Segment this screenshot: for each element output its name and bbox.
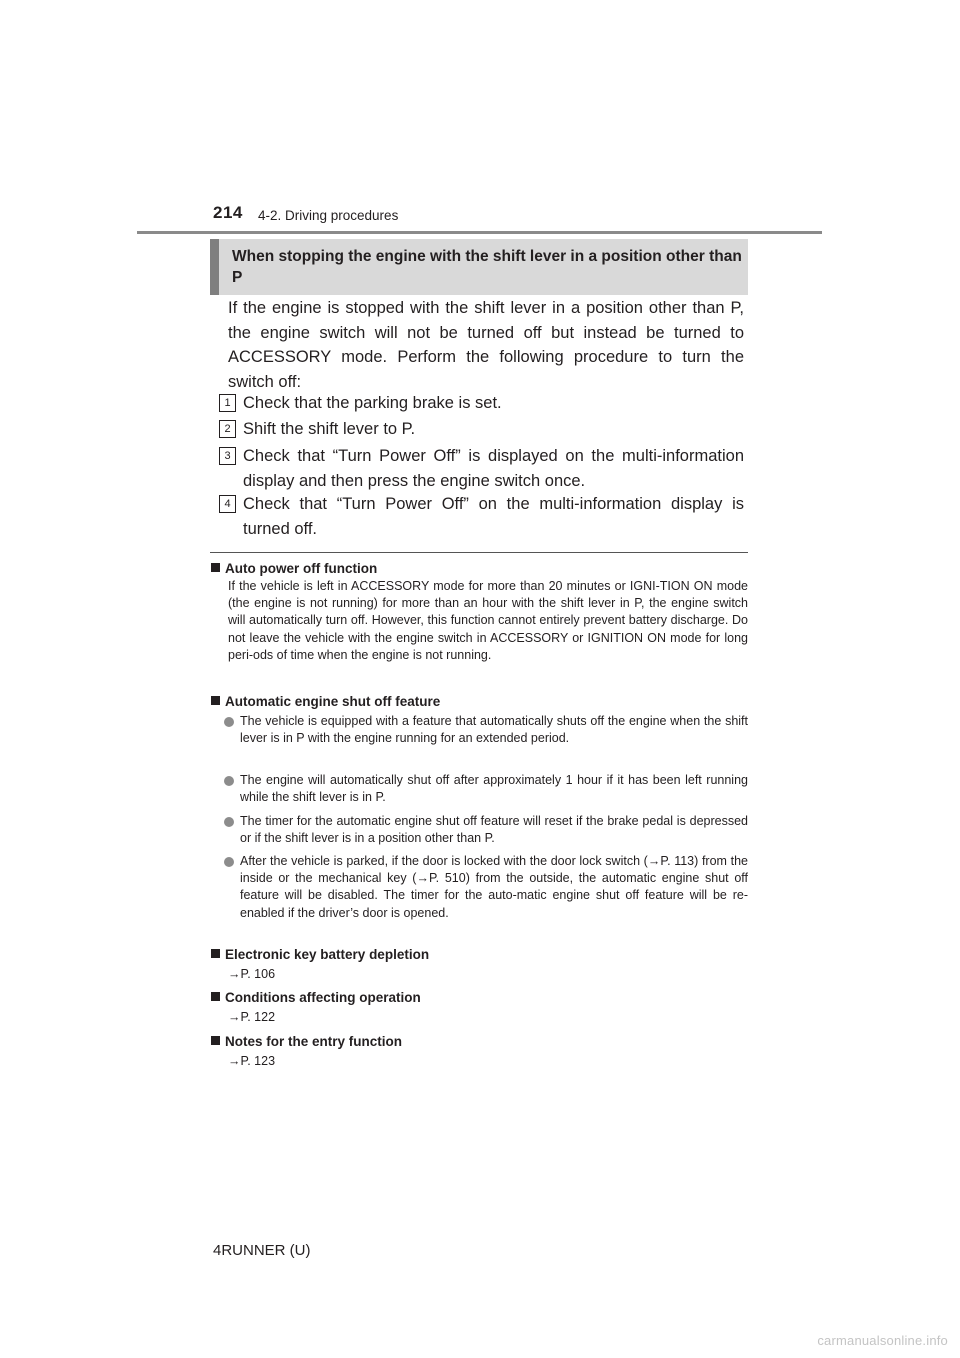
page-reference-link[interactable]: →P. 106 — [228, 967, 276, 981]
step-text: Check that “Turn Power Off” on the multi-information display is turned off. — [243, 495, 744, 538]
watermark: carmanualsonline.info — [817, 1333, 948, 1348]
step-text: Check that the parking brake is set. — [243, 394, 502, 412]
note-body-auto-power-off: If the vehicle is left in ACCESSORY mode for more than 20 minutes or IGNI-TION ON mode (the engine is not running) for more than an hour with the shift lever in P, the engine switch will automatically turn off. However, this function cannot entirely prevent battery discharge. Do not leave the vehicle with the engine switch in ACCESSORY or IGNITION ON mode for long peri-ods of time when the engine is not running. — [228, 579, 748, 662]
square-bullet-icon — [211, 949, 220, 958]
square-bullet-icon — [211, 696, 220, 705]
round-bullet-icon — [224, 857, 234, 867]
note-heading-text: Automatic engine shut off feature — [225, 694, 441, 709]
page-reference-link[interactable]: →P. 122 — [228, 1010, 276, 1024]
step-text: Check that “Turn Power Off” is displayed on the multi-information display and then press the engine switch once. — [243, 447, 744, 490]
square-bullet-icon — [211, 563, 220, 572]
square-bullet-icon — [211, 1036, 220, 1045]
note-heading-entry-function — [211, 1033, 402, 1051]
section-title: 4-2. Driving procedures — [258, 208, 399, 223]
note-heading-text: Electronic key battery depletion — [225, 947, 430, 962]
step-number-badge: 4 — [219, 495, 236, 513]
step-number-badge: 1 — [219, 394, 236, 412]
page-reference-link[interactable]: →P. 123 — [228, 1054, 276, 1068]
note-heading-auto-power-off — [211, 560, 377, 578]
intro-paragraph: If the engine is stopped with the shift lever in a position other than P, the engine switch will not be turned off but instead be turned to ACCESSORY mode. Perform the following procedure to turn the switch off: — [228, 299, 744, 391]
note-heading-text: Conditions affecting operation — [225, 990, 421, 1005]
note-heading-key-battery — [211, 946, 429, 964]
square-bullet-icon — [211, 992, 220, 1001]
bullet-item: After the vehicle is parked, if the door is locked with the door lock switch (→P. 113) from the inside or the mechanical key (→P. 510) from the outside, the automatic engine shut off feature will be disabled. The timer for the auto-matic engine shut off feature will be re-enabled if the driver’s door is opened. — [240, 854, 748, 920]
note-heading-text: Notes for the entry function — [225, 1034, 403, 1049]
section-divider — [210, 552, 748, 553]
step-text: Shift the shift lever to P. — [243, 420, 416, 438]
header-divider — [137, 231, 822, 234]
bullet-item: The vehicle is equipped with a feature that automatically shuts off the engine when the shift lever is in P with the engine running for an extended period. — [240, 714, 748, 746]
callout-box — [210, 239, 748, 295]
note-heading-auto-shut-off — [211, 693, 440, 711]
step-number-badge: 3 — [219, 447, 236, 465]
round-bullet-icon — [224, 717, 234, 727]
callout-title: When stopping the engine with the shift lever in a position other than P — [232, 248, 742, 286]
footer-model: 4RUNNER (U) — [213, 1242, 311, 1259]
bullet-item: The timer for the automatic engine shut off feature will reset if the brake pedal is depressed or if the shift lever is in a position other than P. — [240, 814, 748, 846]
round-bullet-icon — [224, 776, 234, 786]
round-bullet-icon — [224, 817, 234, 827]
bullet-item: The engine will automatically shut off after approximately 1 hour if it has been left running while the shift lever is in P. — [240, 773, 748, 805]
step-number-badge: 2 — [219, 420, 236, 438]
note-heading-conditions — [211, 989, 421, 1007]
page-number: 214 — [213, 203, 243, 222]
note-heading-text: Auto power off function — [225, 561, 378, 576]
